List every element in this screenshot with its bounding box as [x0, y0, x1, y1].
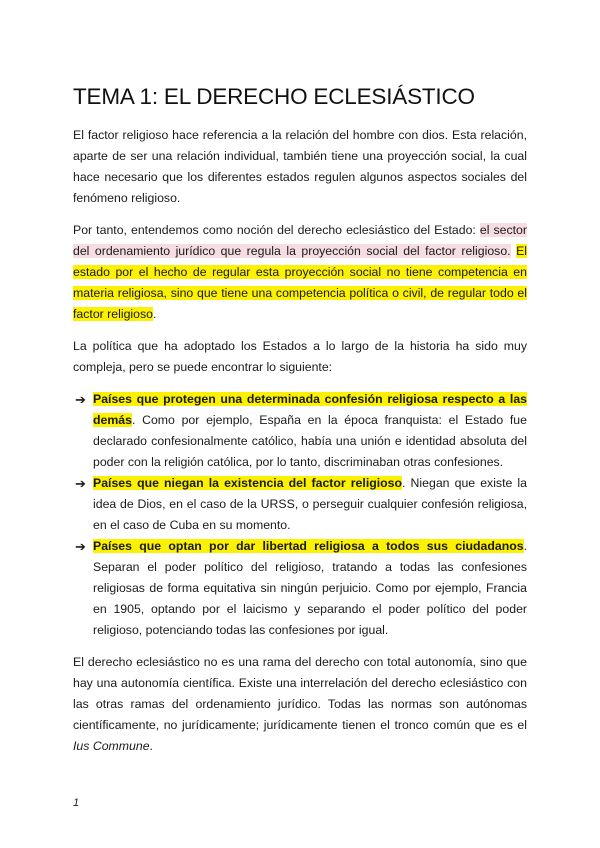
page-title: TEMA 1: EL DERECHO ECLESIÁSTICO: [73, 84, 475, 109]
page-number: 1: [73, 797, 80, 809]
list-item: [73, 473, 527, 536]
arrow-icon: ➔: [75, 476, 86, 491]
list-item: [73, 536, 527, 641]
document-body: [73, 125, 527, 768]
bullet-list: [73, 389, 527, 641]
paragraph-definition: Por tanto, entendemos como noción del derecho eclesiástico del Estado: el sector del ordenamiento jurídico que regula la proyección social del factor religioso. El estado por el hecho de regular esta proyección social no tiene competencia en materia religiosa, sino que tiene una competencia política o civil, de regular todo el factor religioso.: [73, 223, 527, 321]
yellow-highlight: El estado por el hecho de regular esta proyección social no tiene competencia en materia religiosa, sino que tiene una competencia política o civil, de regular todo el factor religioso: [73, 244, 527, 321]
paragraph-intro: El factor religioso hace referencia a la relación del hombre con dios. Esta relación, aparte de ser una relación individual, también tiene una proyección social, la cual hace necesario que los diferentes estados regulen algunos aspectos sociales del fenómeno religioso.: [73, 128, 527, 205]
arrow-icon: ➔: [75, 392, 86, 407]
bullet-heading: Países que niegan la existencia del factor religioso: [93, 476, 403, 490]
paragraph-autonomy: El derecho eclesiástico no es una rama del derecho con total autonomía, sino que hay una autonomía científica. Existe una interrelación del derecho eclesiástico con las otras ramas del ordenamiento jurídico. Todas las normas son autónomas científicamente, no jurídicamente; jurídicamente tienen el tronco común que es el Ius Commune.: [73, 655, 527, 753]
list-item: [73, 389, 527, 473]
bullet-text: . Separan el poder político del religioso, tratando a todas las confesiones religiosas de forma equitativa sin ningún perjuicio. Como por ejemplo, Francia en 1905, optando por el laicismo y separando el poder político del poder religioso, potenciando todas las confesiones por igual.: [93, 539, 527, 637]
bullet-heading: Países que optan por dar libertad religiosa a todos sus ciudadanos: [93, 539, 524, 553]
definition-lead: Por tanto, entendemos como noción del derecho eclesiástico del Estado:: [73, 223, 480, 237]
arrow-icon: ➔: [75, 539, 86, 554]
bullet-heading: Países que protegen una determinada confesión religiosa respecto a las demás: [93, 392, 527, 427]
bullet-text: . Como por ejemplo, España en la época franquista: el Estado fue declarado confesionalmente católico, había una unión e identidad absoluta del poder con la religión católica, por lo tanto, discriminaban otras confesiones.: [93, 413, 527, 469]
bullet-text: . Niegan que existe la idea de Dios, en el caso de la URSS, o perseguir cualquier confesión religiosa, en el caso de Cuba en su momento.: [93, 476, 527, 532]
pink-highlight: el sector del ordenamiento jurídico que regula la proyección social del factor religioso.: [73, 223, 527, 258]
ius-commune: Ius Commune: [73, 739, 150, 753]
paragraph-policies: La política que ha adoptado los Estados a lo largo de la historia ha sido muy compleja, pero se puede encontrar lo siguiente:: [73, 339, 527, 374]
